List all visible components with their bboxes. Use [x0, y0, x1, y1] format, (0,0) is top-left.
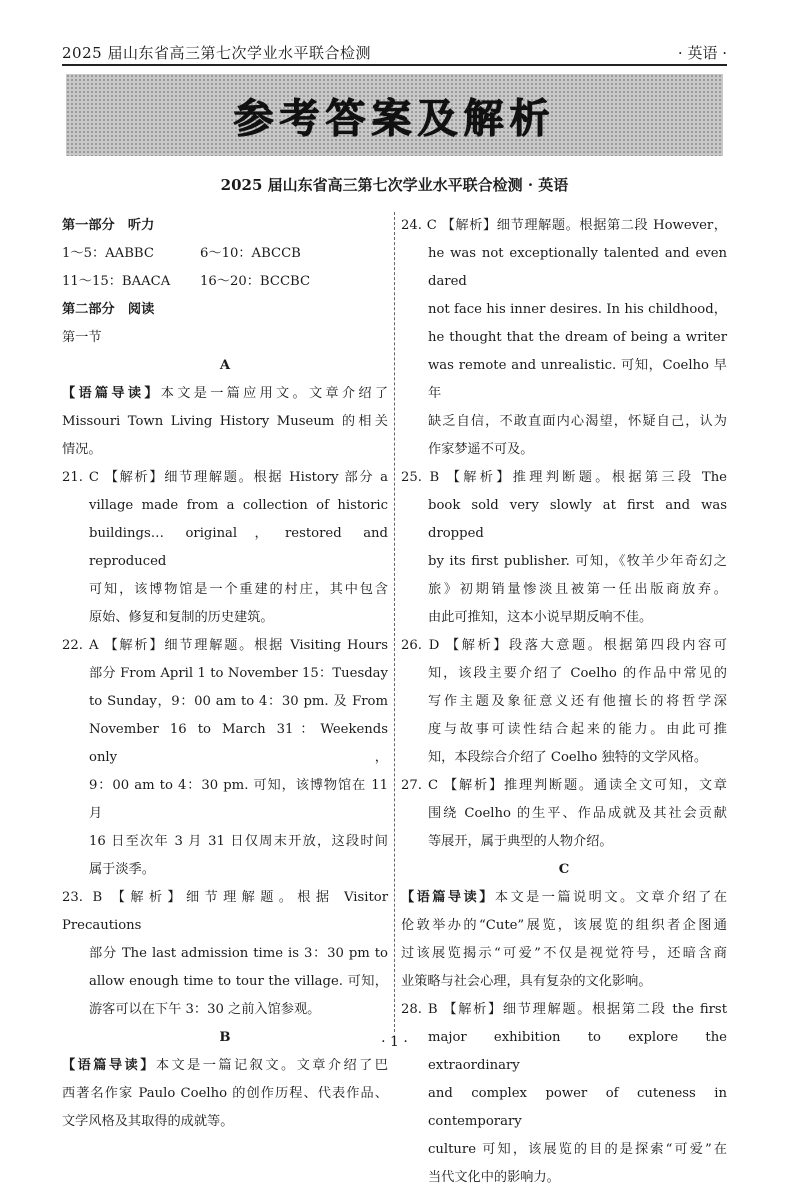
answer-group: 16～20：BCCBC: [200, 274, 311, 289]
q26-line: 知，本段综合介绍了 Coelho 独特的文学风格。: [428, 750, 708, 765]
q28-line: 当代文化中的影响力。: [428, 1170, 560, 1185]
q22-line: to Sunday，9：00 am to 4：30 pm. 及 From: [89, 694, 388, 709]
intro-c-line: 伦敦举办的“Cute”展览，该展览的组织者企图通: [401, 918, 727, 933]
q21-line: 可知，该博物馆是一个重建的村庄，其中包含: [89, 582, 388, 597]
q21-line: village made from a collection of historic: [89, 498, 388, 513]
q21-line: 21. C 【解析】细节理解题。根据 History 部分 a: [62, 470, 388, 485]
q24-line: not face his inner desires. In his childhood，: [428, 302, 727, 317]
answer-row-2: [62, 268, 388, 296]
q24-line: 缺乏自信，不敢直面内心渴望，怀疑自己，认为: [428, 414, 727, 429]
q22-line: November 16 to March 31：Weekends only，: [89, 722, 388, 765]
q22-line: 9：00 am to 4：30 pm. 可知，该博物馆在 11 月: [89, 778, 388, 821]
q25-line: 旅》初期销量惨淡且被第一任出版商放弃。: [428, 582, 727, 597]
q24-line: 作家梦遥不可及。: [428, 442, 534, 457]
intro-tag: 【语篇导读】: [401, 890, 495, 905]
q24-line: he thought that the dream of being a writer: [428, 330, 727, 345]
part1-heading: 第一部分 听力: [62, 218, 155, 233]
q23-line: allow enough time to tour the village. 可知，: [89, 974, 388, 989]
q22-line: 属于淡季。: [89, 862, 155, 877]
answer-group: 11～15：BAACA: [62, 274, 171, 289]
intro-c-line: 业策略与社会心理，具有复杂的文化影响。: [401, 974, 652, 989]
intro-text: 本文是一篇记叙文。文章介绍了巴: [155, 1058, 388, 1073]
q24-line: he was not exceptionally talented and even dared: [428, 246, 727, 289]
q23-line: 游客可以在下午 3：30 之前入馆参观。: [89, 1002, 321, 1017]
intro-b-line: 文学风格及其取得的成就等。: [62, 1114, 234, 1129]
q26-line: 度与故事可读性结合起来的能力。由此可推: [428, 722, 727, 737]
q25-line: 由此可推知，这本小说早期反响不佳。: [428, 610, 653, 625]
intro-c-line: [401, 884, 727, 912]
section-heading: 第一节: [62, 330, 102, 345]
q28-line: culture 可知，该展览的目的是探索“可爱”在: [428, 1142, 727, 1157]
part2-heading: 第二部分 阅读: [62, 302, 155, 317]
q21-line: buildings… original，restored and reproduced: [89, 526, 388, 569]
column-divider: [394, 212, 395, 1032]
q24-line: was remote and unrealistic. 可知，Coelho 早年: [428, 358, 727, 401]
answer-group: 6～10：ABCCB: [200, 246, 301, 261]
banner-title: 参考答案及解析: [233, 95, 556, 142]
intro-b-line: [62, 1052, 388, 1080]
intro-b-line: 西著名作家 Paulo Coelho 的创作历程、代表作品、: [62, 1086, 388, 1101]
q23-line: 部分 The last admission time is 3：30 pm to: [89, 946, 388, 961]
q28-line: and complex power of cuteness in contemporary: [428, 1086, 727, 1129]
page-header: [62, 38, 727, 66]
title-banner: [66, 74, 723, 156]
q25-line: by its first publisher. 可知，《牧羊少年奇幻之: [428, 554, 727, 569]
q22-line: 部分 From April 1 to November 15：Tuesday: [89, 666, 388, 681]
q26-line: 写作主题及象征意义还有他擅长的将哲学深: [428, 694, 727, 709]
intro-a-line: 情况。: [62, 442, 102, 457]
q25-line: book sold very slowly at first and was dropped: [428, 498, 727, 541]
q27-line: 围绕 Coelho 的生平、作品成就及其社会贡献: [428, 806, 727, 821]
passage-heading-c: C: [558, 862, 570, 877]
header-exam-title: 2025 届山东省高三第七次学业水平联合检测: [62, 44, 371, 62]
intro-text: 本文是一篇说明文。文章介绍了在: [494, 890, 727, 905]
q25-line: 25. B 【解析】推理判断题。根据第三段 The: [401, 470, 727, 485]
q28-line: major exhibition to explore the extraordinary: [428, 1030, 727, 1073]
answer-group: 1～5：AABBC: [62, 246, 154, 261]
intro-text: 本文是一篇应用文。文章介绍了: [160, 386, 389, 401]
intro-tag: 【语篇导读】: [62, 386, 161, 401]
q22-line: 16 日至次年 3 月 31 日仅周末开放，这段时间: [89, 834, 388, 849]
passage-heading-b: B: [219, 1030, 231, 1045]
q24-line: 24. C 【解析】细节理解题。根据第二段 However，: [401, 218, 727, 233]
page-number: · 1 ·: [381, 1034, 408, 1050]
q26-line: 知，该段主要介绍了 Coelho 的作品中常见的: [428, 666, 727, 681]
q27-line: 27. C 【解析】推理判断题。通读全文可知，文章: [401, 778, 727, 793]
q27-line: 等展开，属于典型的人物介绍。: [428, 834, 613, 849]
q21-line: 原始、修复和复制的历史建筑。: [89, 610, 274, 625]
q23-line: 23. B 【解析】细节理解题。根据 Visitor Precautions: [62, 890, 388, 933]
intro-a-line: Missouri Town Living History Museum 的相关: [62, 414, 388, 429]
intro-tag: 【语篇导读】: [62, 1058, 156, 1073]
q26-line: 26. D 【解析】段落大意题。根据第四段内容可: [401, 638, 727, 653]
intro-c-line: 过该展览揭示“可爱”不仅是视觉符号，还暗含商: [401, 946, 727, 961]
intro-a-line: [62, 380, 388, 408]
header-subject: · 英语 ·: [677, 44, 727, 62]
q22-line: 22. A 【解析】细节理解题。根据 Visiting Hours: [62, 638, 388, 653]
answer-row-1: [62, 240, 388, 268]
q28-line: 28. B 【解析】细节理解题。根据第二段 the first: [401, 1002, 727, 1017]
document-subtitle: 2025 届山东省高三第七次学业水平联合检测 · 英语: [220, 176, 569, 194]
left-column: [62, 212, 388, 1136]
passage-heading-a: A: [219, 358, 231, 373]
